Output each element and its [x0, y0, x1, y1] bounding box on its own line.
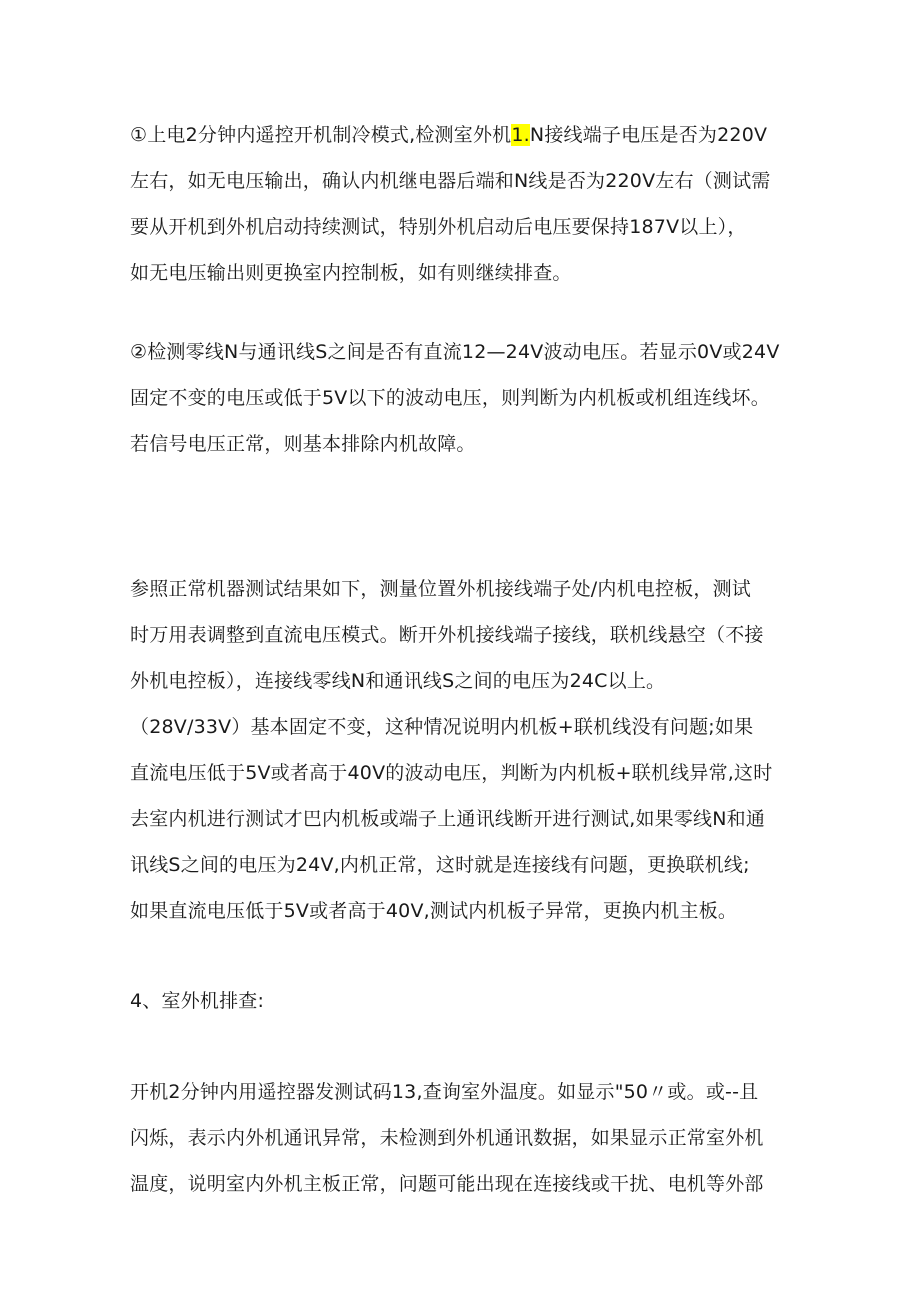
paragraph-step-2-signal-check — [130, 329, 798, 467]
text-line: 如果直流电压低于5V或者高于40V,测试内机板子异常，更换内机主板。 — [130, 900, 738, 922]
text-line: 若信号电压正常，则基本排除内机故障。 — [130, 433, 476, 455]
paragraph-step-1-power-check — [130, 112, 798, 296]
paragraph-reference-test-results — [130, 566, 798, 934]
text-line: （28V/33V）基本固定不变，这种情况说明内机板+联机线没有问题;如果 — [130, 716, 754, 738]
text-line: 外机电控板），连接线零线N和通讯线S之间的电压为24C以上。 — [130, 670, 666, 692]
text-line: 讯线S之间的电压为24V,内机正常，这时就是连接线有问题，更换联机线; — [130, 854, 750, 876]
text-line: 直流电压低于5V或者高于40V的波动电压，判断为内机板+联机线异常,这时 — [130, 762, 773, 784]
text-line — [130, 112, 798, 158]
text-line: 去室内机进行测试才巴内机板或端子上通讯线断开进行测试,如果零线N和通 — [130, 808, 766, 830]
text-line: 如无电压输出则更换室内控制板，如有则继续排查。 — [130, 262, 572, 284]
text-line: 参照正常机器测试结果如下，测量位置外机接线端子处/内机电控板，测试 — [130, 578, 752, 600]
text-line: 左右，如无电压输出，确认内机继电器后端和N线是否为220V左右（测试需 — [130, 170, 771, 192]
highlighted-text: 1. — [511, 124, 530, 146]
text-line: 要从开机到外机启动持续测试，特别外机启动后电压要保持187V以上）， — [130, 216, 747, 238]
text-line: ②检测零线N与通讯线S之间是否有直流12—24V波动电压。若显示0V或24V — [130, 341, 780, 363]
text-line: 固定不变的电压或低于5V以下的波动电压，则判断为内机板或机组连线坏。 — [130, 387, 770, 409]
text-line: 开机2分钟内用遥控器发测试码13,查询室外温度。如显示"50〃或。或--且 — [130, 1081, 759, 1103]
text-line: 温度，说明室内外机主板正常，问题可能出现在连接线或干扰、电机等外部 — [130, 1173, 764, 1195]
paragraph-outdoor-test-code — [130, 1069, 798, 1207]
text-line: 时万用表调整到直流电压模式。断开外机接线端子接线，联机线悬空（不接 — [130, 624, 764, 646]
text-segment: N接线端子电压是否为220V — [529, 124, 768, 146]
text-segment: ①上电2分钟内遥控开机制冷模式,检测室外机 — [130, 124, 512, 146]
text-line: 闪烁，表示内外机通讯异常，未检测到外机通讯数据，如果显示正常室外机 — [130, 1127, 764, 1149]
section-heading-outdoor-unit — [130, 978, 798, 1024]
section-heading: 4、室外机排查: — [130, 990, 265, 1012]
